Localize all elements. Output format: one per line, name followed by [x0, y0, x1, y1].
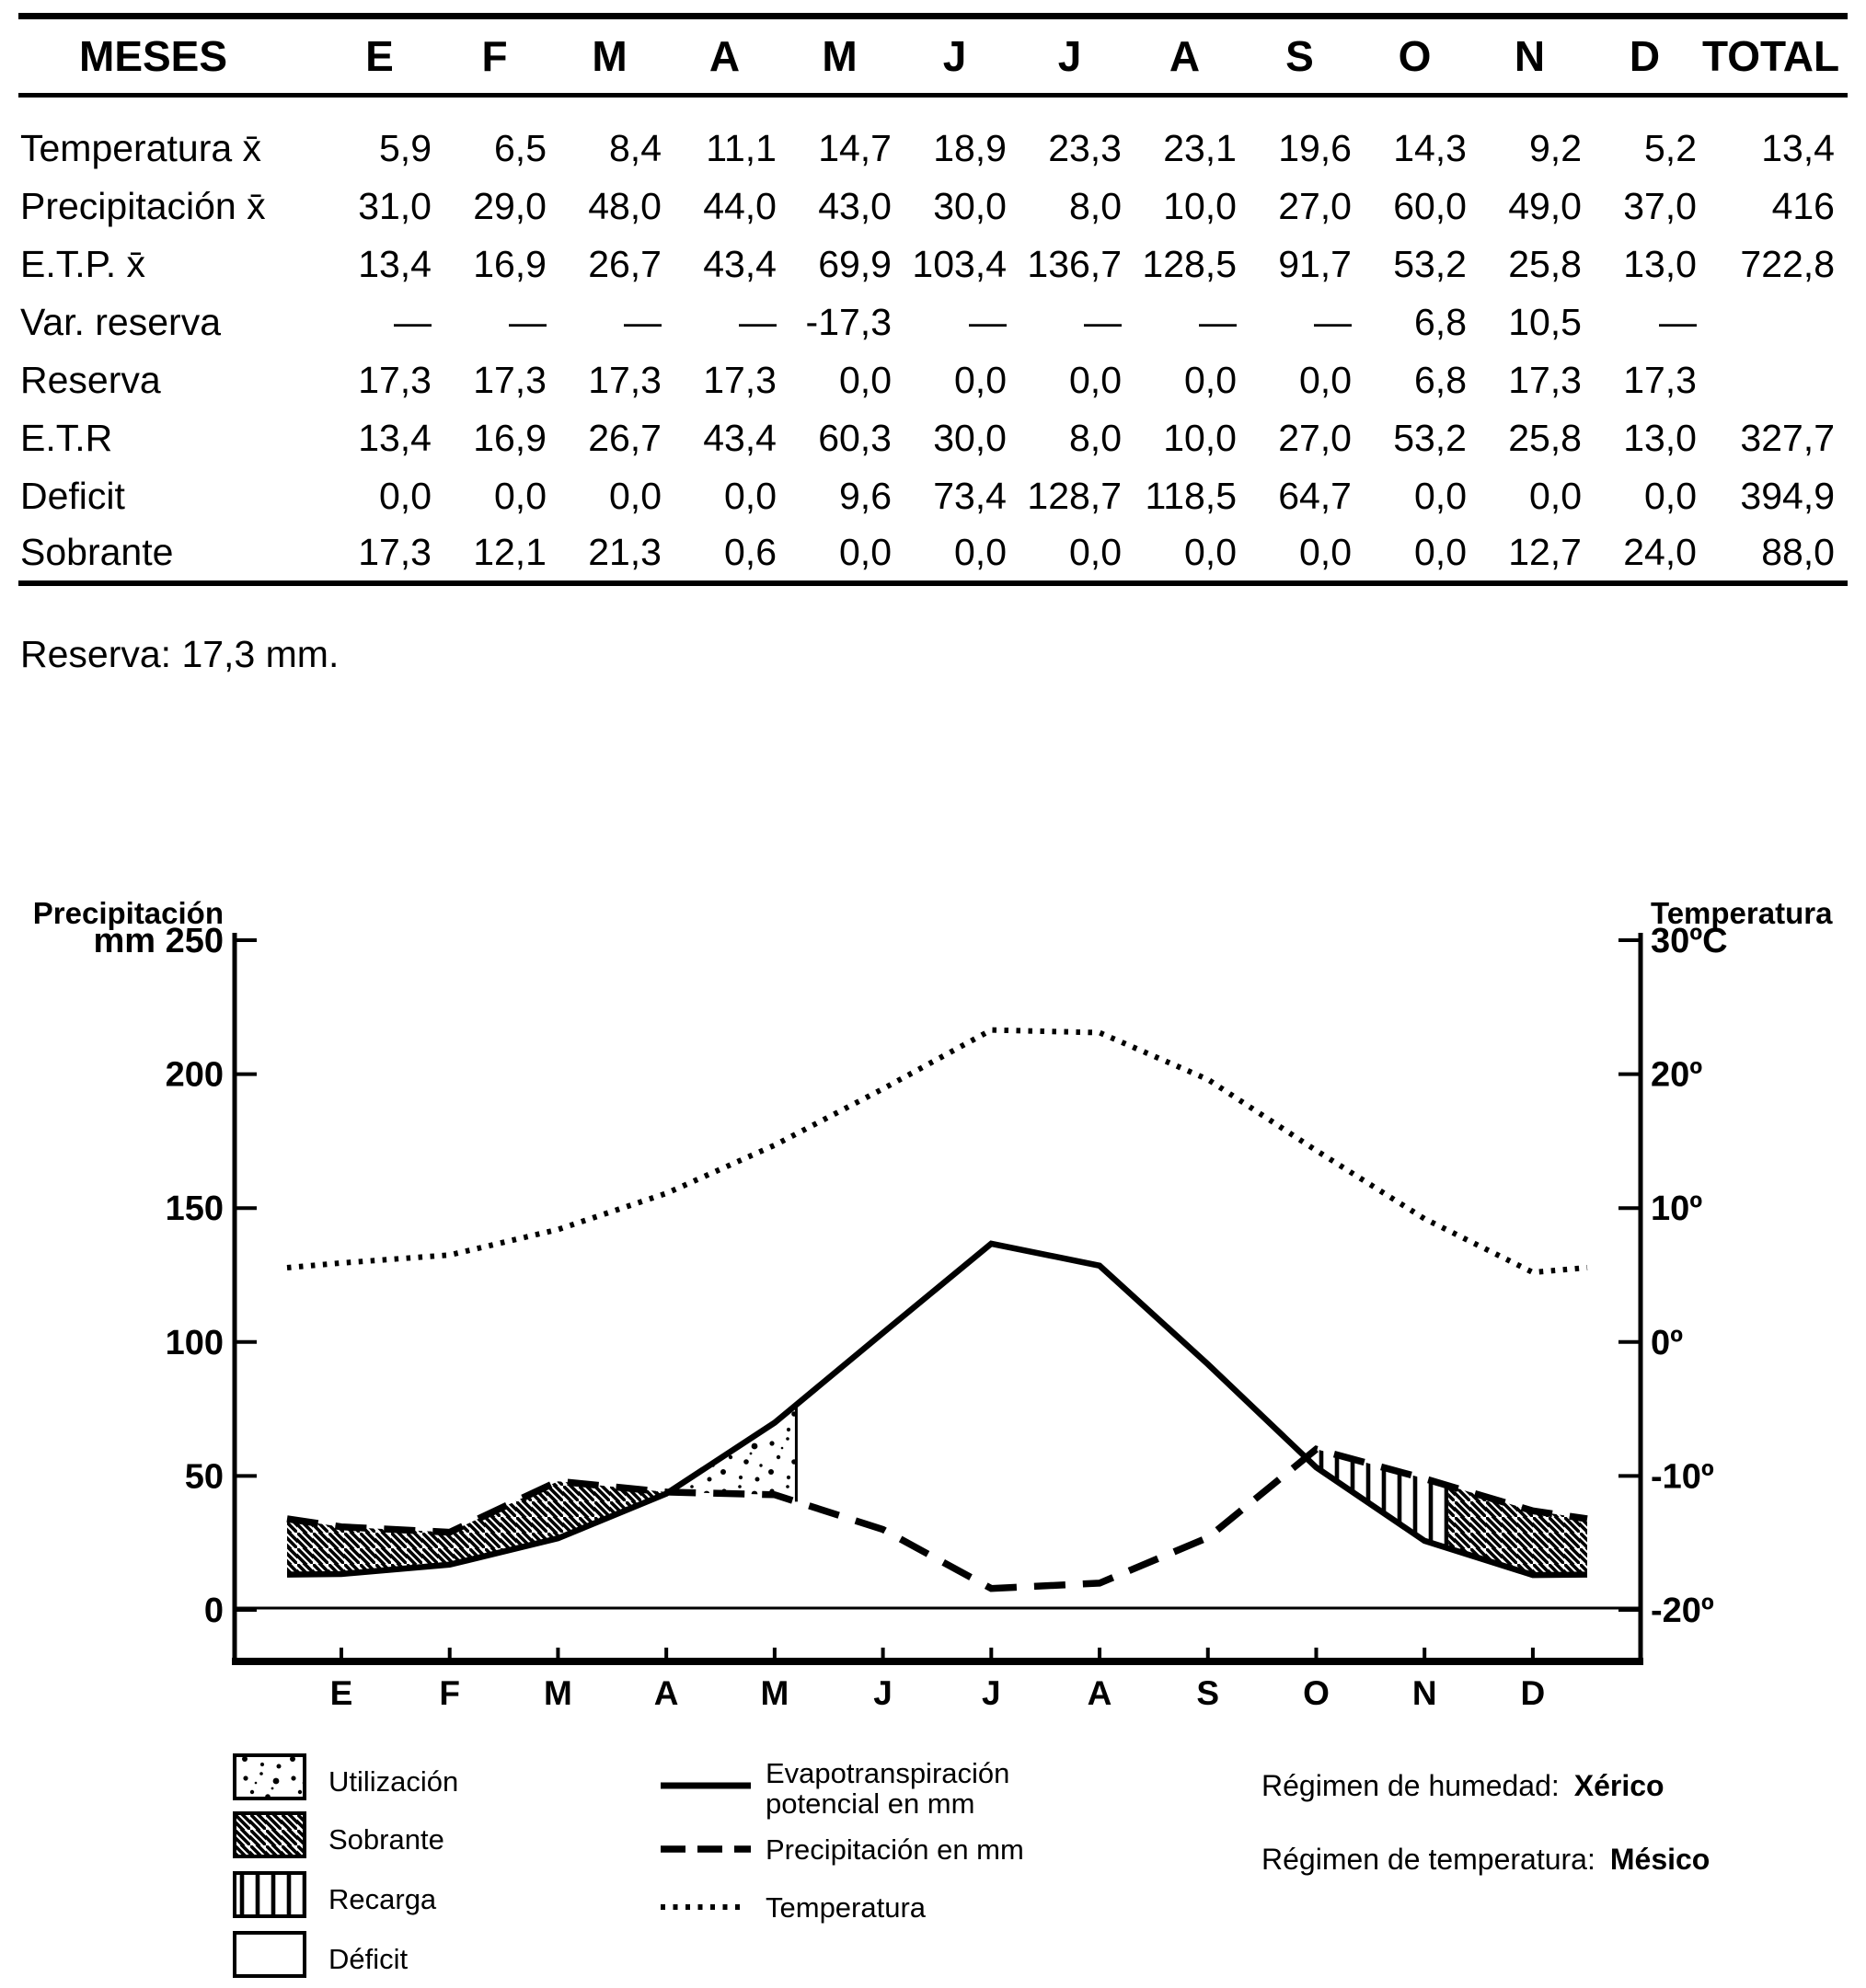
month-label: F	[439, 1674, 461, 1712]
month-label: J	[873, 1674, 893, 1712]
table-header	[18, 17, 1848, 96]
table-cell: 0,0	[1069, 358, 1122, 401]
table-cell: 43,4	[703, 416, 777, 459]
table-cell: 8,4	[609, 126, 662, 169]
water-balance-table	[18, 13, 1848, 586]
column-header-meses: MESES	[18, 17, 322, 96]
table-cell: 17,3	[358, 358, 432, 401]
right-tick-label: -10º	[1651, 1457, 1714, 1497]
table-row	[18, 293, 1848, 351]
left-tick-label: 100	[165, 1323, 224, 1362]
table-body	[18, 96, 1848, 583]
table-cell: 69,9	[818, 242, 892, 285]
left-tick-label: 150	[165, 1189, 224, 1229]
row-total-cell: 88,0	[1761, 531, 1835, 573]
legend-precip-label: Precipitación en mm	[766, 1833, 1024, 1866]
temperature-line	[287, 1030, 1587, 1273]
regimen-humedad-label: Régimen de humedad:	[1261, 1769, 1560, 1802]
table-cell: 0,0	[1529, 474, 1582, 517]
regimen-temperatura	[1261, 1843, 1710, 1876]
table-cell: 0,0	[494, 474, 547, 517]
table-cell: 31,0	[358, 184, 432, 227]
column-header-month-7: J	[1012, 17, 1127, 96]
table-cell: 0,0	[609, 474, 662, 517]
table-cell: 73,4	[933, 474, 1007, 517]
month-label: M	[760, 1674, 789, 1712]
table-cell: 60,3	[818, 416, 892, 459]
right-tick-label: 0º	[1651, 1323, 1684, 1362]
sobrante-swatch-icon	[235, 1813, 305, 1856]
table-cell: 48,0	[588, 184, 662, 227]
column-header-month-3: M	[552, 17, 667, 96]
table-row	[18, 467, 1848, 525]
table-cell: 8,0	[1069, 416, 1122, 459]
table-cell: 6,5	[494, 126, 547, 169]
table-cell: 5,2	[1644, 126, 1697, 169]
table-cell: 0,0	[954, 531, 1007, 573]
column-header-total: TOTAL	[1702, 17, 1848, 96]
table-cell: 12,7	[1508, 531, 1582, 573]
table-cell: 11,1	[706, 126, 777, 169]
deficit-swatch-icon	[235, 1933, 305, 1976]
table-cell: 60,0	[1393, 184, 1467, 227]
table-cell: 128,7	[1027, 474, 1122, 517]
column-header-month-10: O	[1357, 17, 1472, 96]
column-header-month-4: A	[667, 17, 782, 96]
table-cell: 0,0	[1299, 358, 1352, 401]
table-cell: 8,0	[1069, 184, 1122, 227]
table-cell: 0,0	[1414, 474, 1467, 517]
regimen-humedad	[1261, 1769, 1664, 1802]
table-cell: 17,3	[473, 358, 547, 401]
month-label: M	[544, 1674, 572, 1712]
table-cell: 10,5	[1508, 300, 1582, 343]
table-header-row	[18, 17, 1848, 96]
legend-etp-label-line1: Evapotranspiración	[766, 1757, 1010, 1789]
month-label: D	[1520, 1674, 1546, 1712]
table-row	[18, 120, 1848, 178]
table-cell: 6,8	[1414, 358, 1467, 401]
regimen-temperatura-label: Régimen de temperatura:	[1261, 1843, 1595, 1876]
table-cell: —	[624, 300, 662, 343]
row-label: Precipitación x̄	[20, 184, 266, 227]
right-tick-label: -20º	[1651, 1592, 1714, 1630]
table-cell: 18,9	[933, 126, 1007, 169]
regimen-humedad-value: Xérico	[1573, 1769, 1664, 1802]
table-cell: 0,0	[1069, 531, 1122, 573]
column-header-month-11: N	[1472, 17, 1587, 96]
row-label: E.T.R	[20, 416, 113, 459]
month-label: A	[653, 1674, 679, 1712]
column-header-month-8: A	[1127, 17, 1242, 96]
table-cell: 118,5	[1145, 474, 1237, 517]
right-tick-label: 20º	[1651, 1055, 1703, 1095]
left-tick-label: 0	[203, 1592, 224, 1630]
plot-area	[93, 922, 1727, 1712]
table-cell: 0,0	[724, 474, 777, 517]
table-cell: 103,4	[912, 242, 1007, 285]
table-cell: 0,0	[839, 358, 892, 401]
table-cell: 19,6	[1278, 126, 1352, 169]
table-cell: 128,5	[1142, 242, 1237, 285]
table-cell: —	[969, 300, 1007, 343]
table-cell: 0,0	[954, 358, 1007, 401]
table-row	[18, 409, 1848, 467]
table-cell: 17,3	[1623, 358, 1697, 401]
row-total-cell: 416	[1771, 184, 1835, 227]
climograph-chart	[0, 828, 1866, 1988]
legend-deficit-label: Déficit	[328, 1943, 409, 1975]
row-label: Temperatura x̄	[20, 126, 262, 169]
table-cell: 16,9	[473, 416, 547, 459]
table-cell: 0,0	[839, 531, 892, 573]
table-cell: 12,1	[473, 531, 547, 573]
table-cell: 0,0	[1414, 531, 1467, 573]
table-cell: 29,0	[473, 184, 547, 227]
table-cell: 0,6	[724, 531, 777, 573]
table-cell: 30,0	[933, 416, 1007, 459]
table-cell: 23,1	[1163, 126, 1237, 169]
table-cell: 49,0	[1508, 184, 1582, 227]
table-cell: 17,3	[1508, 358, 1582, 401]
month-label: A	[1087, 1674, 1112, 1712]
legend-lines	[661, 1757, 1024, 1924]
right-axis-title: Temperatura	[1651, 896, 1833, 930]
legend-sobrante-label: Sobrante	[328, 1823, 444, 1856]
spacer-row	[18, 96, 1848, 120]
table-cell: -17,3	[805, 300, 892, 343]
table-cell: 9,6	[839, 474, 892, 517]
table-cell: 25,8	[1508, 242, 1582, 285]
table-row	[18, 525, 1848, 583]
table-cell: 24,0	[1623, 531, 1697, 573]
table-cell: —	[1314, 300, 1352, 343]
row-total-cell: 722,8	[1740, 242, 1835, 285]
table-cell: 64,7	[1278, 474, 1352, 517]
column-header-month-12: D	[1587, 17, 1702, 96]
column-header-month-2: F	[437, 17, 552, 96]
row-total-cell	[1702, 293, 1848, 351]
table-cell: —	[394, 300, 432, 343]
month-label: E	[329, 1674, 353, 1712]
right-tick-label: 30ºC	[1651, 922, 1728, 960]
table-cell: 27,0	[1278, 416, 1352, 459]
table-cell: —	[739, 300, 777, 343]
table-cell: 37,0	[1623, 184, 1697, 227]
table-cell: —	[1084, 300, 1122, 343]
table-cell: 26,7	[588, 416, 662, 459]
month-label: O	[1303, 1674, 1330, 1712]
table-cell: 16,9	[473, 242, 547, 285]
recarga-swatch-icon	[235, 1873, 305, 1916]
table-cell: 44,0	[703, 184, 777, 227]
left-tick-label: mm 250	[93, 922, 224, 960]
row-total-cell	[1702, 351, 1848, 409]
table-cell: 13,4	[358, 416, 432, 459]
table-cell: 91,7	[1278, 242, 1352, 285]
legend-regimen	[1261, 1769, 1710, 1876]
table-cell: 13,0	[1623, 416, 1697, 459]
table-row	[18, 351, 1848, 409]
row-label: Reserva	[20, 358, 161, 401]
month-label: S	[1196, 1674, 1220, 1712]
utilizacion-swatch-icon	[235, 1755, 305, 1798]
table-cell: —	[1659, 300, 1697, 343]
recarga-area	[1306, 1449, 1448, 1548]
table-cell: 14,7	[818, 126, 892, 169]
row-label: Var. reserva	[20, 300, 221, 343]
legend-areas	[235, 1755, 458, 1976]
table-cell: 21,3	[588, 531, 662, 573]
table-cell: 0,0	[1644, 474, 1697, 517]
table-cell: 9,2	[1529, 126, 1582, 169]
table-cell: 17,3	[588, 358, 662, 401]
table-cell: 26,7	[588, 242, 662, 285]
table-cell: 13,0	[1623, 242, 1697, 285]
table-cell: 53,2	[1393, 416, 1467, 459]
table-cell: 23,3	[1048, 126, 1122, 169]
table-cell: 53,2	[1393, 242, 1467, 285]
table-cell: —	[1199, 300, 1237, 343]
left-tick-label: 200	[165, 1055, 224, 1095]
table-row	[18, 178, 1848, 236]
table-cell: 10,0	[1163, 416, 1237, 459]
sobrante-area-right	[1448, 1486, 1587, 1575]
regimen-temperatura-value: Mésico	[1609, 1843, 1710, 1876]
reserve-note: Reserva: 17,3 mm.	[20, 633, 340, 675]
table-cell: 6,8	[1414, 300, 1467, 343]
table-cell: 10,0	[1163, 184, 1237, 227]
table-cell: 30,0	[933, 184, 1007, 227]
month-label: J	[982, 1674, 1001, 1712]
table-cell: 43,0	[818, 184, 892, 227]
table-cell: 27,0	[1278, 184, 1352, 227]
table-cell: 25,8	[1508, 416, 1582, 459]
left-axis-title: Precipitación	[32, 896, 224, 930]
column-header-month-5: M	[782, 17, 897, 96]
column-header-month-1: E	[322, 17, 437, 96]
column-header-month-6: J	[897, 17, 1012, 96]
table-cell: 0,0	[1184, 358, 1237, 401]
row-label: Sobrante	[20, 531, 174, 573]
table-cell: 43,4	[703, 242, 777, 285]
table-row	[18, 236, 1848, 293]
legend-recarga-label: Recarga	[328, 1883, 437, 1915]
row-label: E.T.P. x̄	[20, 242, 145, 285]
table-cell: 5,9	[379, 126, 432, 169]
legend-etp-label-line2: potencial en mm	[766, 1787, 975, 1820]
column-header-month-9: S	[1242, 17, 1357, 96]
right-tick-label: 10º	[1651, 1189, 1703, 1229]
row-label: Deficit	[20, 474, 125, 517]
row-total-cell: 13,4	[1761, 126, 1835, 169]
table-cell: 0,0	[1184, 531, 1237, 573]
row-total-cell: 327,7	[1740, 416, 1835, 459]
legend-utilizacion-label: Utilización	[328, 1765, 459, 1798]
table-cell: 14,3	[1393, 126, 1467, 169]
table-cell: 0,0	[379, 474, 432, 517]
table-cell: 13,4	[358, 242, 432, 285]
table-cell: —	[509, 300, 547, 343]
legend-temp-label: Temperatura	[766, 1891, 927, 1924]
table-cell: 136,7	[1027, 242, 1122, 285]
table-cell: 0,0	[1299, 531, 1352, 573]
row-total-cell: 394,9	[1740, 474, 1835, 517]
table-cell: 17,3	[703, 358, 777, 401]
table-cell: 17,3	[358, 531, 432, 573]
left-tick-label: 50	[184, 1457, 224, 1497]
month-label: N	[1411, 1674, 1437, 1712]
